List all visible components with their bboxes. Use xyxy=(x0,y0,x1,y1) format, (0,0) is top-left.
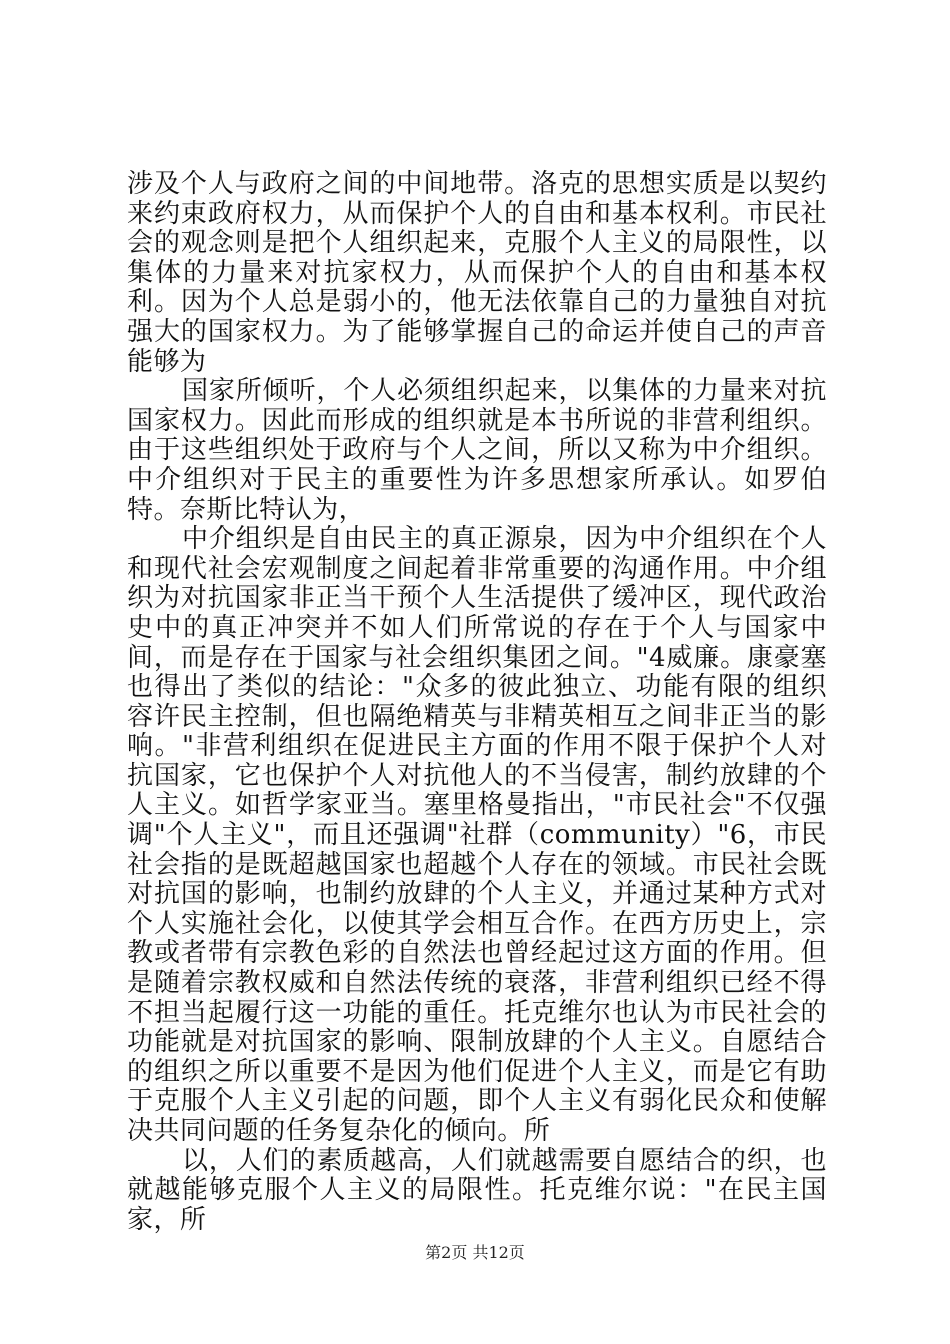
page-number-footer: 第2页 共12页 xyxy=(425,1243,525,1262)
paragraph-2: 国家所倾听，个人必须组织起来，以集体的力量来对抗国家权力。因此而形成的组织就是本书所说的非营利组织。由于这些组织处于政府与个人之间，所以又称为中介组织。中介组织对于民主的重要性为许多思想家所承认。如罗伯特。奈斯比特认为， xyxy=(127,376,827,525)
paragraph-1: 涉及个人与政府之间的中间地带。洛克的思想实质是以契约来约束政府权力，从而保护个人的自由和基本权利。市民社会的观念则是把个人组织起来，克服个人主义的局限性，以集体的力量来对抗家权力，从而保护个人的自由和基本权利。因为个人总是弱小的，他无法依靠自己的力量独自对抗强大的国家权力。为了能够掌握自己的命运并使自己的声音能够为 xyxy=(127,169,827,377)
body-text xyxy=(127,170,827,1235)
paragraph-3: 中介组织是自由民主的真正源泉，因为中介组织在个人和现代社会宏观制度之间起着非常重要的沟通作用。中介组织为对抗国家非正当干预个人生活提供了缓冲区，现代政治史中的真正冲突并不如人们所常说的存在于个人与国家中间，而是存在于国家与社会组织集团之间。"4威廉。康豪塞也得出了类似的结论："众多的彼此独立、功能有限的组织容许民主控制，但也隔绝精英与非精英相互之间非正当的影响。"非营利组织在促进民主方面的作用不限于保护个人对抗国家，它也保护个人对抗他人的不当侵害，制约放肆的个人主义。如哲学家亚当。塞里格曼指出，"市民社会"不仅强调"个人主义"，而且还强调"社群（community）"6，市民社会指的是既超越国家也超越个人存在的领域。市民社会既对抗国的影响，也制约放肆的个人主义，并通过某种方式对个人实施社会化，以使其学会相互合作。在西方历史上，宗教或者带有宗教色彩的自然法也曾经起过这方面的作用。但是随着宗教权威和自然法传统的衰落，非营利组织已经不得不担当起履行这一功能的重任。托克维尔也认为市民社会的功能就是对抗国家的影响、限制放肆的个人主义。自愿结合的组织之所以重要不是因为他们促进个人主义，而是它有助于克服个人主义引起的问题，即个人主义有弱化民众和使解决共同问题的任务复杂化的倾向。所 xyxy=(127,524,827,1146)
paragraph-4: 以，人们的素质越高，人们就越需要自愿结合的织，也就越能够克服个人主义的局限性。托克维尔说："在民主国家，所 xyxy=(127,1145,827,1235)
